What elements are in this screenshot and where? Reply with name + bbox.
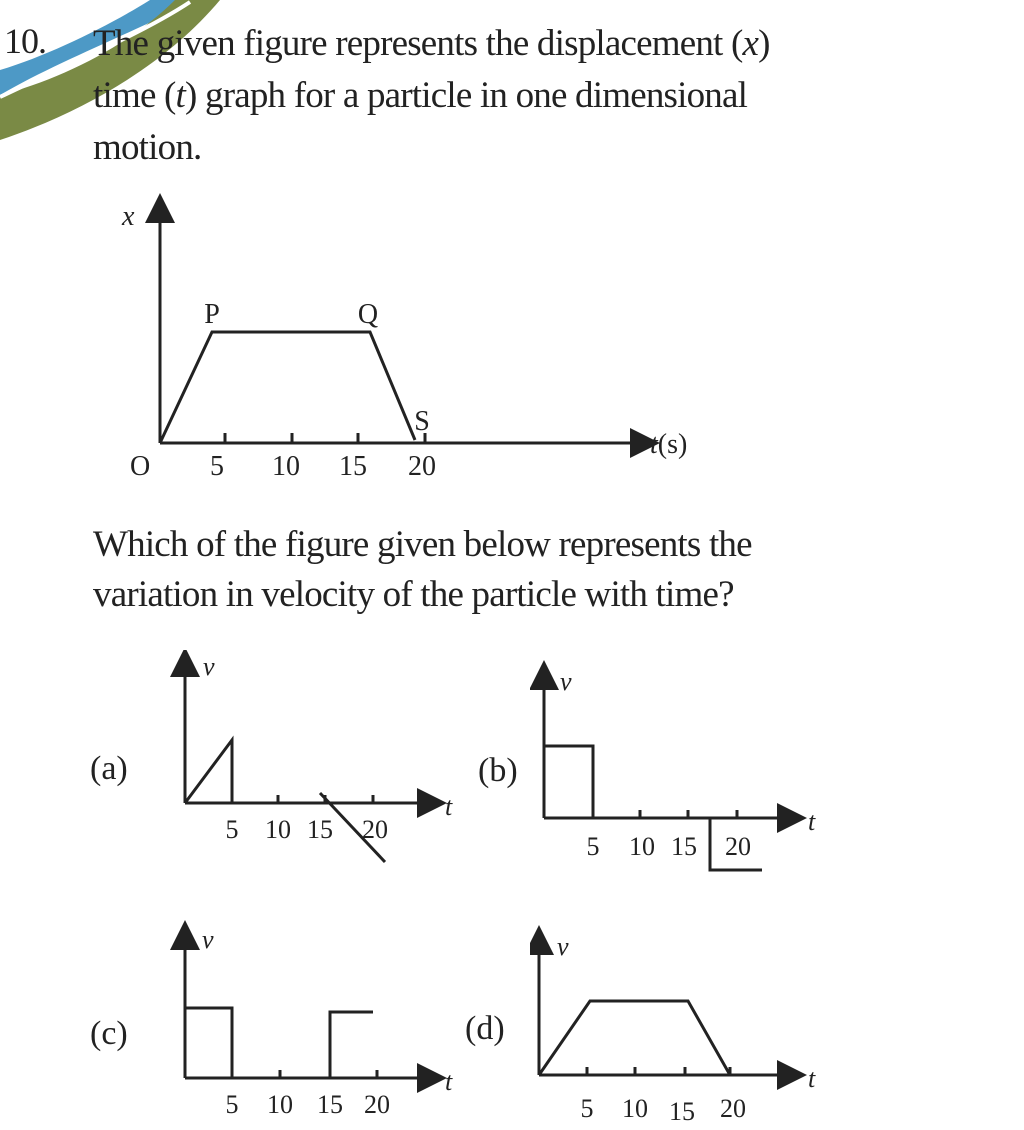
y-axis-label: x	[122, 201, 135, 232]
option-c-graph[interactable]	[170, 920, 470, 1130]
svg-text:5: 5	[586, 832, 600, 861]
paren-close: )	[758, 23, 770, 64]
svg-text:20: 20	[408, 451, 436, 482]
x-tick-labels	[210, 451, 436, 482]
svg-text:10: 10	[622, 1094, 648, 1123]
displacement-time-graph	[100, 190, 720, 490]
question-text-line1: The given figure represents the displacement (	[93, 23, 743, 64]
svg-text:15: 15	[669, 1097, 695, 1126]
option-b-label[interactable]: (b)	[478, 752, 518, 789]
svg-text:20: 20	[364, 1090, 390, 1119]
option-d-graph[interactable]	[530, 925, 830, 1129]
option-b-graph[interactable]	[530, 660, 830, 890]
svg-text:15: 15	[339, 451, 367, 482]
svg-text:10: 10	[629, 832, 655, 861]
origin-label: O	[130, 451, 151, 482]
svg-text:5: 5	[225, 815, 239, 844]
svg-text:10: 10	[272, 451, 300, 482]
svg-text:20: 20	[362, 815, 388, 844]
svg-text:15: 15	[307, 815, 333, 844]
x-axis-label: t	[808, 807, 816, 836]
question-text	[93, 18, 853, 174]
svg-text:20: 20	[720, 1094, 746, 1123]
svg-text:5: 5	[225, 1090, 239, 1119]
x-axis-label: t(s)	[650, 429, 688, 460]
question-prompt-line2: variation in velocity of the particle with time?	[93, 574, 734, 615]
xt-curve	[160, 332, 415, 443]
question-text-line3: motion.	[93, 127, 202, 168]
y-axis-label: v	[557, 932, 569, 961]
question-prompt	[93, 520, 853, 620]
option-a-graph[interactable]	[170, 650, 470, 880]
point-q-label: Q	[357, 299, 379, 330]
option-a-label[interactable]: (a)	[90, 750, 128, 787]
question-number: 10.	[4, 21, 46, 61]
x-axis-label: t	[445, 792, 453, 821]
y-axis-label: v	[203, 652, 215, 681]
svg-text:5: 5	[580, 1094, 594, 1123]
var-x: x	[742, 23, 759, 64]
svg-text:15: 15	[317, 1090, 343, 1119]
y-axis-label: v	[202, 925, 214, 954]
svg-text:10: 10	[267, 1090, 293, 1119]
question-text-line2: time (	[93, 75, 176, 116]
question-text-line2-rest: ) graph for a particle in one dimensional	[185, 75, 748, 116]
question-prompt-line1: Which of the figure given below represents the	[93, 524, 752, 565]
option-c-label[interactable]: (c)	[90, 1015, 128, 1052]
point-p-label: P	[204, 299, 220, 330]
point-s-label: S	[414, 406, 430, 437]
y-axis-label: v	[560, 667, 572, 696]
x-axis-label: t	[445, 1067, 453, 1096]
var-t: t	[175, 75, 186, 116]
svg-text:20: 20	[725, 832, 751, 861]
svg-text:5: 5	[210, 451, 224, 482]
option-d-label[interactable]: (d)	[465, 1010, 505, 1047]
svg-text:10: 10	[265, 815, 291, 844]
svg-text:15: 15	[671, 832, 697, 861]
x-axis-label: t	[808, 1064, 816, 1093]
